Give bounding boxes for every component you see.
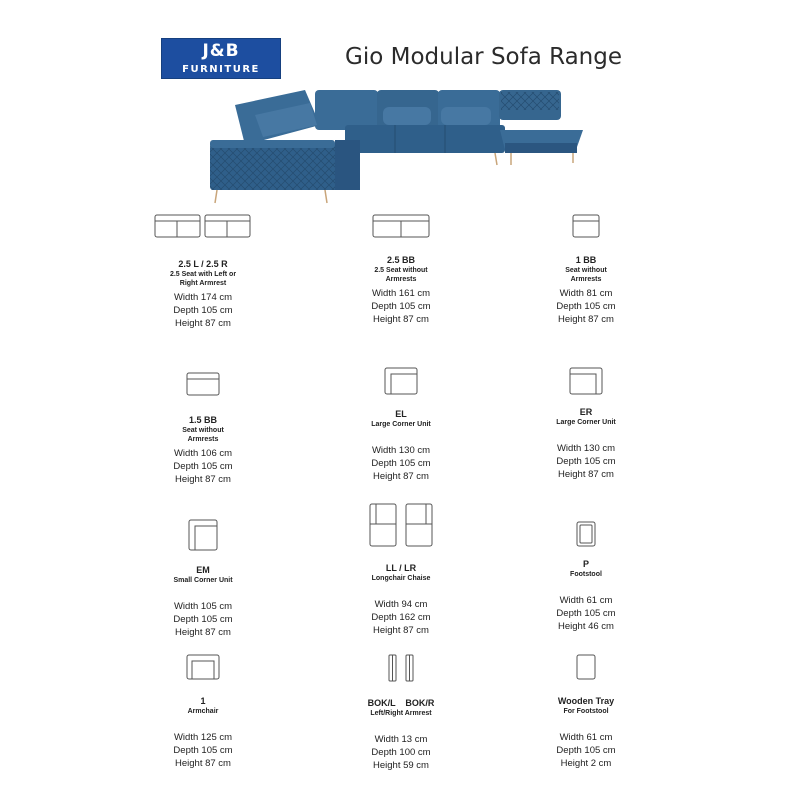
- module-desc: 2.5 Seat without: [374, 267, 428, 274]
- module-code: ER: [579, 407, 593, 417]
- module-dims: [486, 731, 686, 770]
- seat-1-5-icon: [185, 370, 221, 398]
- module-code: BOK/L BOK/R: [367, 698, 435, 708]
- module-width: Width 130 cm: [371, 445, 431, 456]
- module-dims: [301, 598, 501, 637]
- module-desc: Small Corner Unit: [173, 577, 233, 584]
- module-1-bb: [486, 212, 686, 326]
- module-p: [486, 520, 686, 633]
- module-depth: Depth 105 cm: [556, 745, 616, 756]
- module-height: Height 87 cm: [175, 318, 231, 329]
- module-1-5-bb: [103, 370, 303, 486]
- module-height: Height 87 cm: [373, 471, 429, 482]
- module-code: P: [582, 559, 589, 569]
- module-desc: Left/Right Armrest: [370, 710, 432, 717]
- module-depth: Depth 105 cm: [371, 301, 431, 312]
- module-height: Height 87 cm: [175, 474, 231, 485]
- module-depth: Depth 105 cm: [173, 305, 233, 316]
- single-seat-icon: [571, 212, 601, 240]
- module-desc: For Footstool: [563, 708, 609, 715]
- module-height: Height 46 cm: [558, 621, 614, 632]
- module-desc: Armrests: [187, 436, 219, 443]
- module-desc: Large Corner Unit: [556, 419, 616, 426]
- module-height: Height 87 cm: [175, 758, 231, 769]
- module-width: Width 130 cm: [556, 443, 616, 454]
- module-height: Height 87 cm: [175, 627, 231, 638]
- module-desc: Armrests: [385, 276, 417, 283]
- footstool-icon: [575, 520, 597, 548]
- module-dims: [103, 447, 303, 486]
- sofa-2-5-armrest-icon: [153, 212, 253, 240]
- module-depth: Depth 105 cm: [371, 458, 431, 469]
- module-width: Width 13 cm: [374, 734, 428, 745]
- page-title: Gio Modular Sofa Range: [345, 44, 623, 70]
- module-em: [103, 518, 303, 639]
- module-code: 1 BB: [575, 255, 597, 265]
- sofa-2-5-seat-icon: [371, 212, 431, 240]
- module-depth: Depth 105 cm: [556, 456, 616, 467]
- module-height: Height 87 cm: [558, 314, 614, 325]
- module-desc: Longchair Chaise: [371, 575, 431, 582]
- module-width: Width 61 cm: [559, 732, 613, 743]
- module-dims: [103, 291, 303, 330]
- module-width: Width 161 cm: [371, 288, 431, 299]
- module-desc: Right Armrest: [179, 280, 227, 287]
- module-code: 1: [200, 696, 206, 706]
- module-height: Height 59 cm: [373, 760, 429, 771]
- brand-logo: [161, 38, 281, 79]
- module-bok: [301, 653, 501, 772]
- armchair-icon: [185, 653, 221, 681]
- module-depth: Depth 105 cm: [173, 614, 233, 625]
- module-desc: 2.5 Seat with Left or: [169, 271, 237, 278]
- module-depth: Depth 105 cm: [556, 608, 616, 619]
- module-code: 2.5 L / 2.5 R: [178, 259, 228, 269]
- tray-icon: [575, 653, 597, 681]
- module-desc: Seat without: [182, 427, 224, 434]
- brand-name: J&B: [202, 41, 240, 61]
- module-code: 1.5 BB: [188, 415, 217, 425]
- module-width: Width 61 cm: [559, 595, 613, 606]
- module-height: Height 87 cm: [373, 314, 429, 325]
- module-depth: Depth 105 cm: [173, 745, 233, 756]
- small-corner-icon: [187, 518, 219, 552]
- module-dims: [103, 600, 303, 639]
- module-dims: [301, 444, 501, 483]
- module-depth: Depth 105 cm: [556, 301, 616, 312]
- module-code: EL: [395, 409, 407, 419]
- module-desc: Armchair: [187, 708, 219, 715]
- module-er: [486, 366, 686, 481]
- module-2-5-bb: [301, 212, 501, 326]
- module-el: [301, 366, 501, 483]
- module-desc: Large Corner Unit: [371, 421, 431, 428]
- module-armchair: [103, 653, 303, 770]
- module-code: LL / LR: [385, 563, 417, 573]
- module-dims: [486, 287, 686, 326]
- module-width: Width 125 cm: [173, 732, 233, 743]
- corner-right-icon: [568, 366, 604, 396]
- module-code: EM: [196, 565, 210, 575]
- module-width: Width 106 cm: [173, 448, 233, 459]
- module-desc: Armrests: [570, 276, 602, 283]
- module-height: Height 2 cm: [560, 758, 612, 769]
- corner-left-icon: [383, 366, 419, 396]
- module-height: Height 87 cm: [558, 469, 614, 480]
- brand-subtitle: FURNITURE: [182, 64, 260, 75]
- module-dims: [103, 731, 303, 770]
- sofa-product-image: [205, 85, 590, 205]
- module-width: Width 174 cm: [173, 292, 233, 303]
- module-depth: Depth 100 cm: [371, 747, 431, 758]
- module-dims: [301, 733, 501, 772]
- module-width: Width 94 cm: [374, 599, 428, 610]
- module-desc: Seat without: [565, 267, 607, 274]
- module-width: Width 81 cm: [559, 288, 613, 299]
- module-desc: Footstool: [570, 571, 602, 578]
- module-ll-lr: [301, 502, 501, 637]
- module-wooden-tray: [486, 653, 686, 770]
- module-depth: Depth 162 cm: [371, 612, 431, 623]
- module-height: Height 87 cm: [373, 625, 429, 636]
- chaise-icon: [368, 502, 434, 548]
- module-code: 2.5 BB: [386, 255, 415, 265]
- module-dims: [486, 442, 686, 481]
- module-dims: [486, 594, 686, 633]
- module-2-5-l-r: [103, 212, 303, 330]
- armrest-icon: [386, 653, 416, 683]
- module-width: Width 105 cm: [173, 601, 233, 612]
- module-dims: [301, 287, 501, 326]
- module-depth: Depth 105 cm: [173, 461, 233, 472]
- module-code: Wooden Tray: [557, 696, 615, 706]
